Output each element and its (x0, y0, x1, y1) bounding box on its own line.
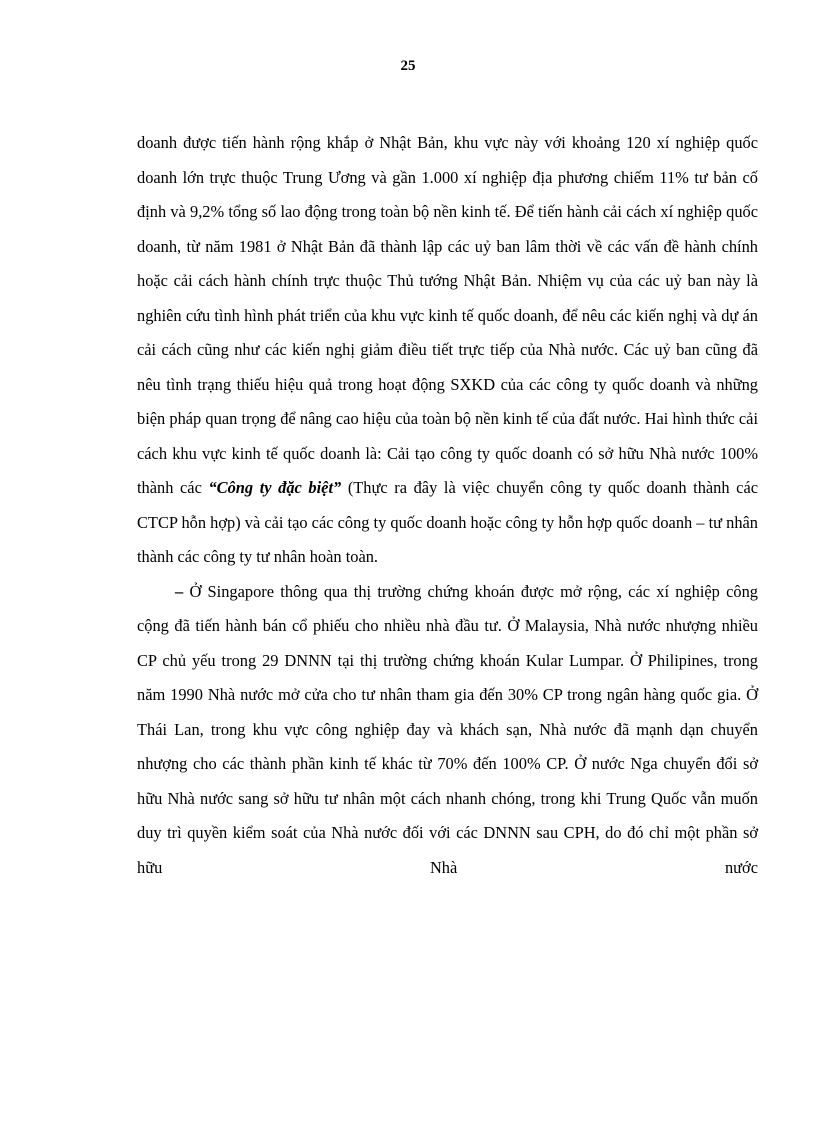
paragraph-text: (Thực ra đây là việc chuyển công ty quốc doanh thành các CTCP hỗn hợp) và cải tạo các công ty quốc doanh hoặc công ty hỗn hợp quốc doanh – tư nhân thành các công ty tư nhân hoàn toàn. (137, 478, 759, 566)
paragraph-japan-reform (137, 126, 758, 575)
page-number: 25 (400, 58, 416, 74)
paragraph-asean-privatization (137, 575, 758, 886)
document-body (137, 126, 758, 885)
bullet-dash: – (175, 581, 184, 601)
paragraph-text: Ở Singapore thông qua thị trường chứng khoán được mở rộng, các xí nghiệp công cộng đã tiến hành bán cổ phiếu cho nhiều nhà đầu tư. Ở Malaysia, Nhà nước nhượng nhiều CP chủ yếu trong 29 DNNN tại thị trường chứng khoán Kular Lumpar. Ở Philipines, trong năm 1990 Nhà nước mở cửa cho tư nhân tham gia đến 30% CP trong ngân hàng quốc gia. Ở Thái Lan, trong khu vực công nghiệp đay và khách sạn, Nhà nước đã mạnh dạn chuyển nhượng cho các thành phần kinh tế khác từ 70% đến 100% CP. Ở nước Nga chuyển đổi sở hữu Nhà nước sang sở hữu tư nhân một cách nhanh chóng, trong khi Trung Quốc vẫn muốn duy trì quyền kiểm soát của Nhà nước đối với các DNNN sau CPH, do đó chỉ một phần sở hữu Nhà nước (137, 581, 758, 877)
special-company-emphasis: “Công ty đặc biệt” (208, 478, 342, 497)
paragraph-text: doanh được tiến hành rộng khắp ở Nhật Bản, khu vực này với khoảng 120 xí nghiệp quốc doanh lớn trực thuộc Trung Ương và gần 1.000 xí nghiệp địa phương chiếm 11% tư bản cố định và 9,2% tổng số lao động trong toàn bộ nền kinh tế. Để tiến hành cải cách xí nghiệp quốc doanh, từ năm 1981 ở Nhật Bản đã thành lập các uỷ ban lâm thời về các vấn đề hành chính hoặc cải cách hành chính trực thuộc Thủ tướng Nhật Bản. Nhiệm vụ của các uỷ ban này là nghiên cứu tình hình phát triển của khu vực kinh tế quốc doanh, để nêu các kiến nghị và dự án cải cách cũng như các kiến nghị giảm điều tiết trực tiếp của Nhà nước. Các uỷ ban cũng đã nêu tình trạng thiếu hiệu quả trong hoạt động SXKD của các công ty quốc doanh và những biện pháp quan trọng để nâng cao hiệu của toàn bộ nền kinh tế của đất nước. Hai hình thức cải cách khu vực kinh tế quốc doanh là: Cải tạo công ty quốc doanh có sở hữu Nhà nước 100% thành các (137, 133, 758, 497)
